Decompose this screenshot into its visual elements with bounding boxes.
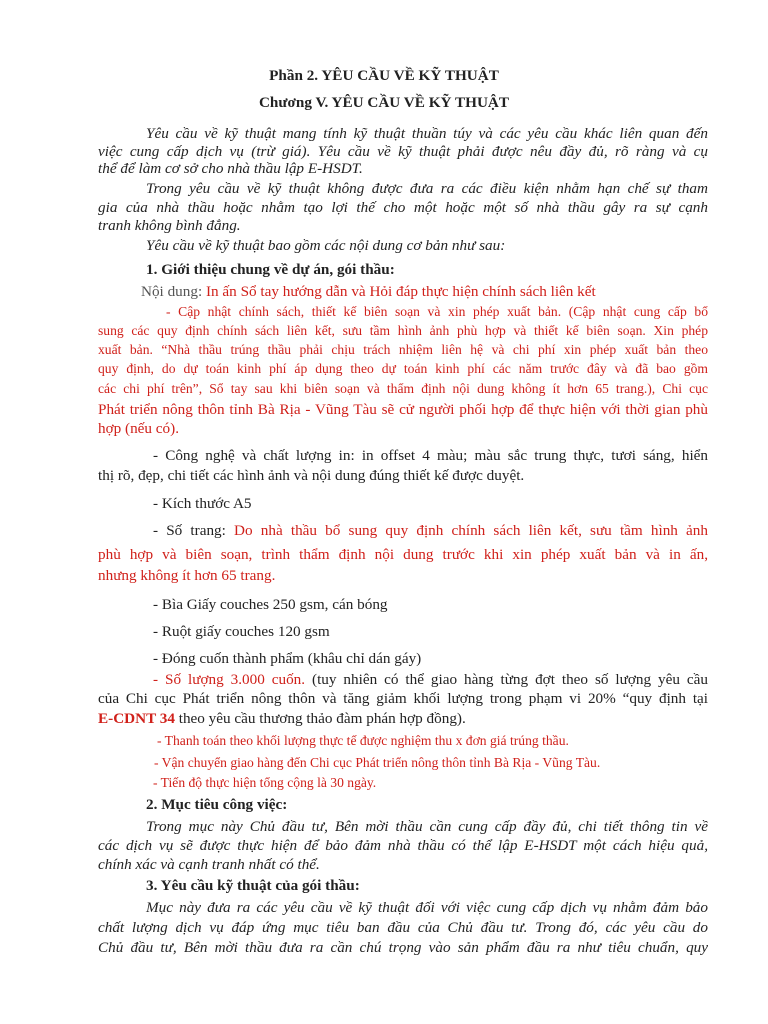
size-line: - Kích thước A5 [153, 495, 252, 512]
update-line6: Phát triển nông thôn tỉnh Bà Rịa - Vũng Tàu sẽ cử người phối hợp để thực hiện với thời gian phù [98, 401, 708, 418]
inner-line: - Ruột giấy couches 120 gsm [153, 623, 330, 640]
intro-p1-line1: Yêu cầu về kỹ thuật mang tính kỹ thuật thuần túy và các yêu cầu khác liên quan đến [146, 125, 708, 142]
schedule-line: - Tiến độ thực hiện tổng cộng là 30 ngày. [153, 775, 377, 790]
intro-p1-line2: việc cung cấp dịch vụ (trừ giá). Yêu cầu về kỹ thuật phải được nêu đầy đủ, rõ ràng và cụ [98, 143, 708, 160]
qty-end: theo yêu cầu thương thảo đàm phán hợp đồng). [174, 710, 466, 727]
intro-p2-line1: Trong yêu cầu về kỹ thuật không được đưa ra các điều kiện nhằm hạn chế sự tham [146, 180, 708, 197]
pages-line1 [153, 521, 708, 541]
section3-heading: 3. Yêu cầu kỹ thuật của gói thầu: [146, 877, 360, 894]
update-line7: hợp (nếu có). [98, 420, 179, 437]
tech-line2: thị rõ, đẹp, chi tiết các hình ảnh và nội dung đúng thiết kế được duyệt. [98, 467, 525, 484]
chapter-title: Chương V. YÊU CẦU VỀ KỸ THUẬT [258, 94, 510, 111]
pages-value-1: Do nhà thầu bổ sung quy định chính sách liên kết, sưu tầm hình ảnh [234, 522, 708, 539]
section2-heading: 2. Mục tiêu công việc: [146, 796, 288, 813]
tech-line1: - Công nghệ và chất lượng in: in offset 4 màu; màu sắc trung thực, tươi sáng, hiển [153, 447, 708, 464]
part-title: Phần 2. YÊU CẦU VỀ KỸ THUẬT [269, 67, 499, 84]
section3-line2: chất lượng dịch vụ đáp ứng mục tiêu ban đầu của Chủ đầu tư. Trong đó, các yêu cầu do [98, 919, 708, 936]
intro-p2-line3: tranh không bình đẳng. [98, 217, 241, 234]
intro-p1-line3: thể để làm cơ sở cho nhà thầu lập E-HSDT. [98, 160, 363, 177]
content-label: Nội dung: [141, 283, 206, 300]
section2-line2: các dịch vụ sẽ được thực hiện để bảo đảm nhà thầu có thể lập E-HSDT một cách hiệu quả, [98, 837, 708, 854]
qty-rest-1: (tuy nhiên có thể giao hàng từng đợt theo số lượng yêu cầu [305, 671, 708, 688]
qty-red: - Số lượng 3.000 cuốn. [153, 671, 306, 688]
section1-heading: 1. Giới thiệu chung về dự án, gói thầu: [146, 261, 395, 278]
intro-p3: Yêu cầu về kỹ thuật bao gồm các nội dung cơ bản như sau: [146, 237, 506, 254]
qty-ref: E-CDNT 34 [98, 710, 175, 727]
update-line4: quy định, do dự toán kinh phí áp dụng theo dự toán kinh phí các năm trước đây và đã bao gồm [98, 361, 708, 376]
update-line2: sung các quy định chính sách liên kết, sưu tầm hình ảnh phù hợp và thiết kế biên soạn. Xin phép [98, 323, 708, 338]
content-value: In ấn Sổ tay hướng dẫn và Hỏi đáp thực hiện chính sách liên kết [205, 283, 596, 300]
pages-label: - Số trang: [153, 522, 235, 539]
qty-line1 [153, 670, 708, 690]
section3-line1: Mục này đưa ra các yêu cầu về kỹ thuật đối với việc cung cấp dịch vụ nhằm đảm bảo [146, 899, 708, 916]
section2-line3: chính xác và cạnh tranh nhất có thể. [98, 856, 320, 873]
update-line5: các chi phí trên”, Sổ tay sau khi biên soạn và thẩm định nội dung không ít hơn 65 trang.), Chi cục [98, 381, 708, 396]
binding-line: - Đóng cuốn thành phẩm (khâu chỉ dán gáy) [153, 650, 422, 667]
section2-line1: Trong mục này Chủ đầu tư, Bên mời thầu cần cung cấp đầy đủ, chi tiết thông tin về [146, 818, 708, 835]
update-line1: - Cập nhật chính sách, thiết kế biên soạn và xin phép xuất bản. (Cập nhật cung cấp bổ [166, 304, 708, 319]
qty-line2: của Chi cục Phát triển nông thôn và tăng giảm khối lượng trong phạm vi 20% “quy định tại [98, 690, 708, 707]
payment-line: - Thanh toán theo khối lượng thực tế được nghiệm thu x đơn giá trúng thầu. [157, 733, 569, 748]
pages-line2: phù hợp và biên soạn, trình thẩm định nội dung trước khi xin phép xuất bản và in ấn, [98, 546, 708, 563]
pages-line3: nhưng không ít hơn 65 trang. [98, 567, 276, 584]
cover-line: - Bìa Giấy couches 250 gsm, cán bóng [153, 596, 388, 613]
update-line3: xuất bản. “Nhà thầu trúng thầu phải chịu trách nhiệm liên hệ và chi phí xin phép xuất bản theo [98, 342, 708, 357]
section3-line3: Chủ đầu tư, Bên mời thầu đưa ra cần chú trọng vào sản phẩm đầu ra như tiêu chuẩn, quy [98, 939, 708, 956]
qty-line3 [98, 709, 466, 729]
delivery-line: - Vận chuyển giao hàng đến Chi cục Phát triển nông thôn tỉnh Bà Rịa - Vũng Tàu. [154, 755, 601, 770]
intro-p2-line2: gia của nhà thầu hoặc nhằm tạo lợi thế cho một hoặc một số nhà thầu gây ra sự cạnh [98, 199, 708, 216]
section1-content [141, 282, 596, 302]
